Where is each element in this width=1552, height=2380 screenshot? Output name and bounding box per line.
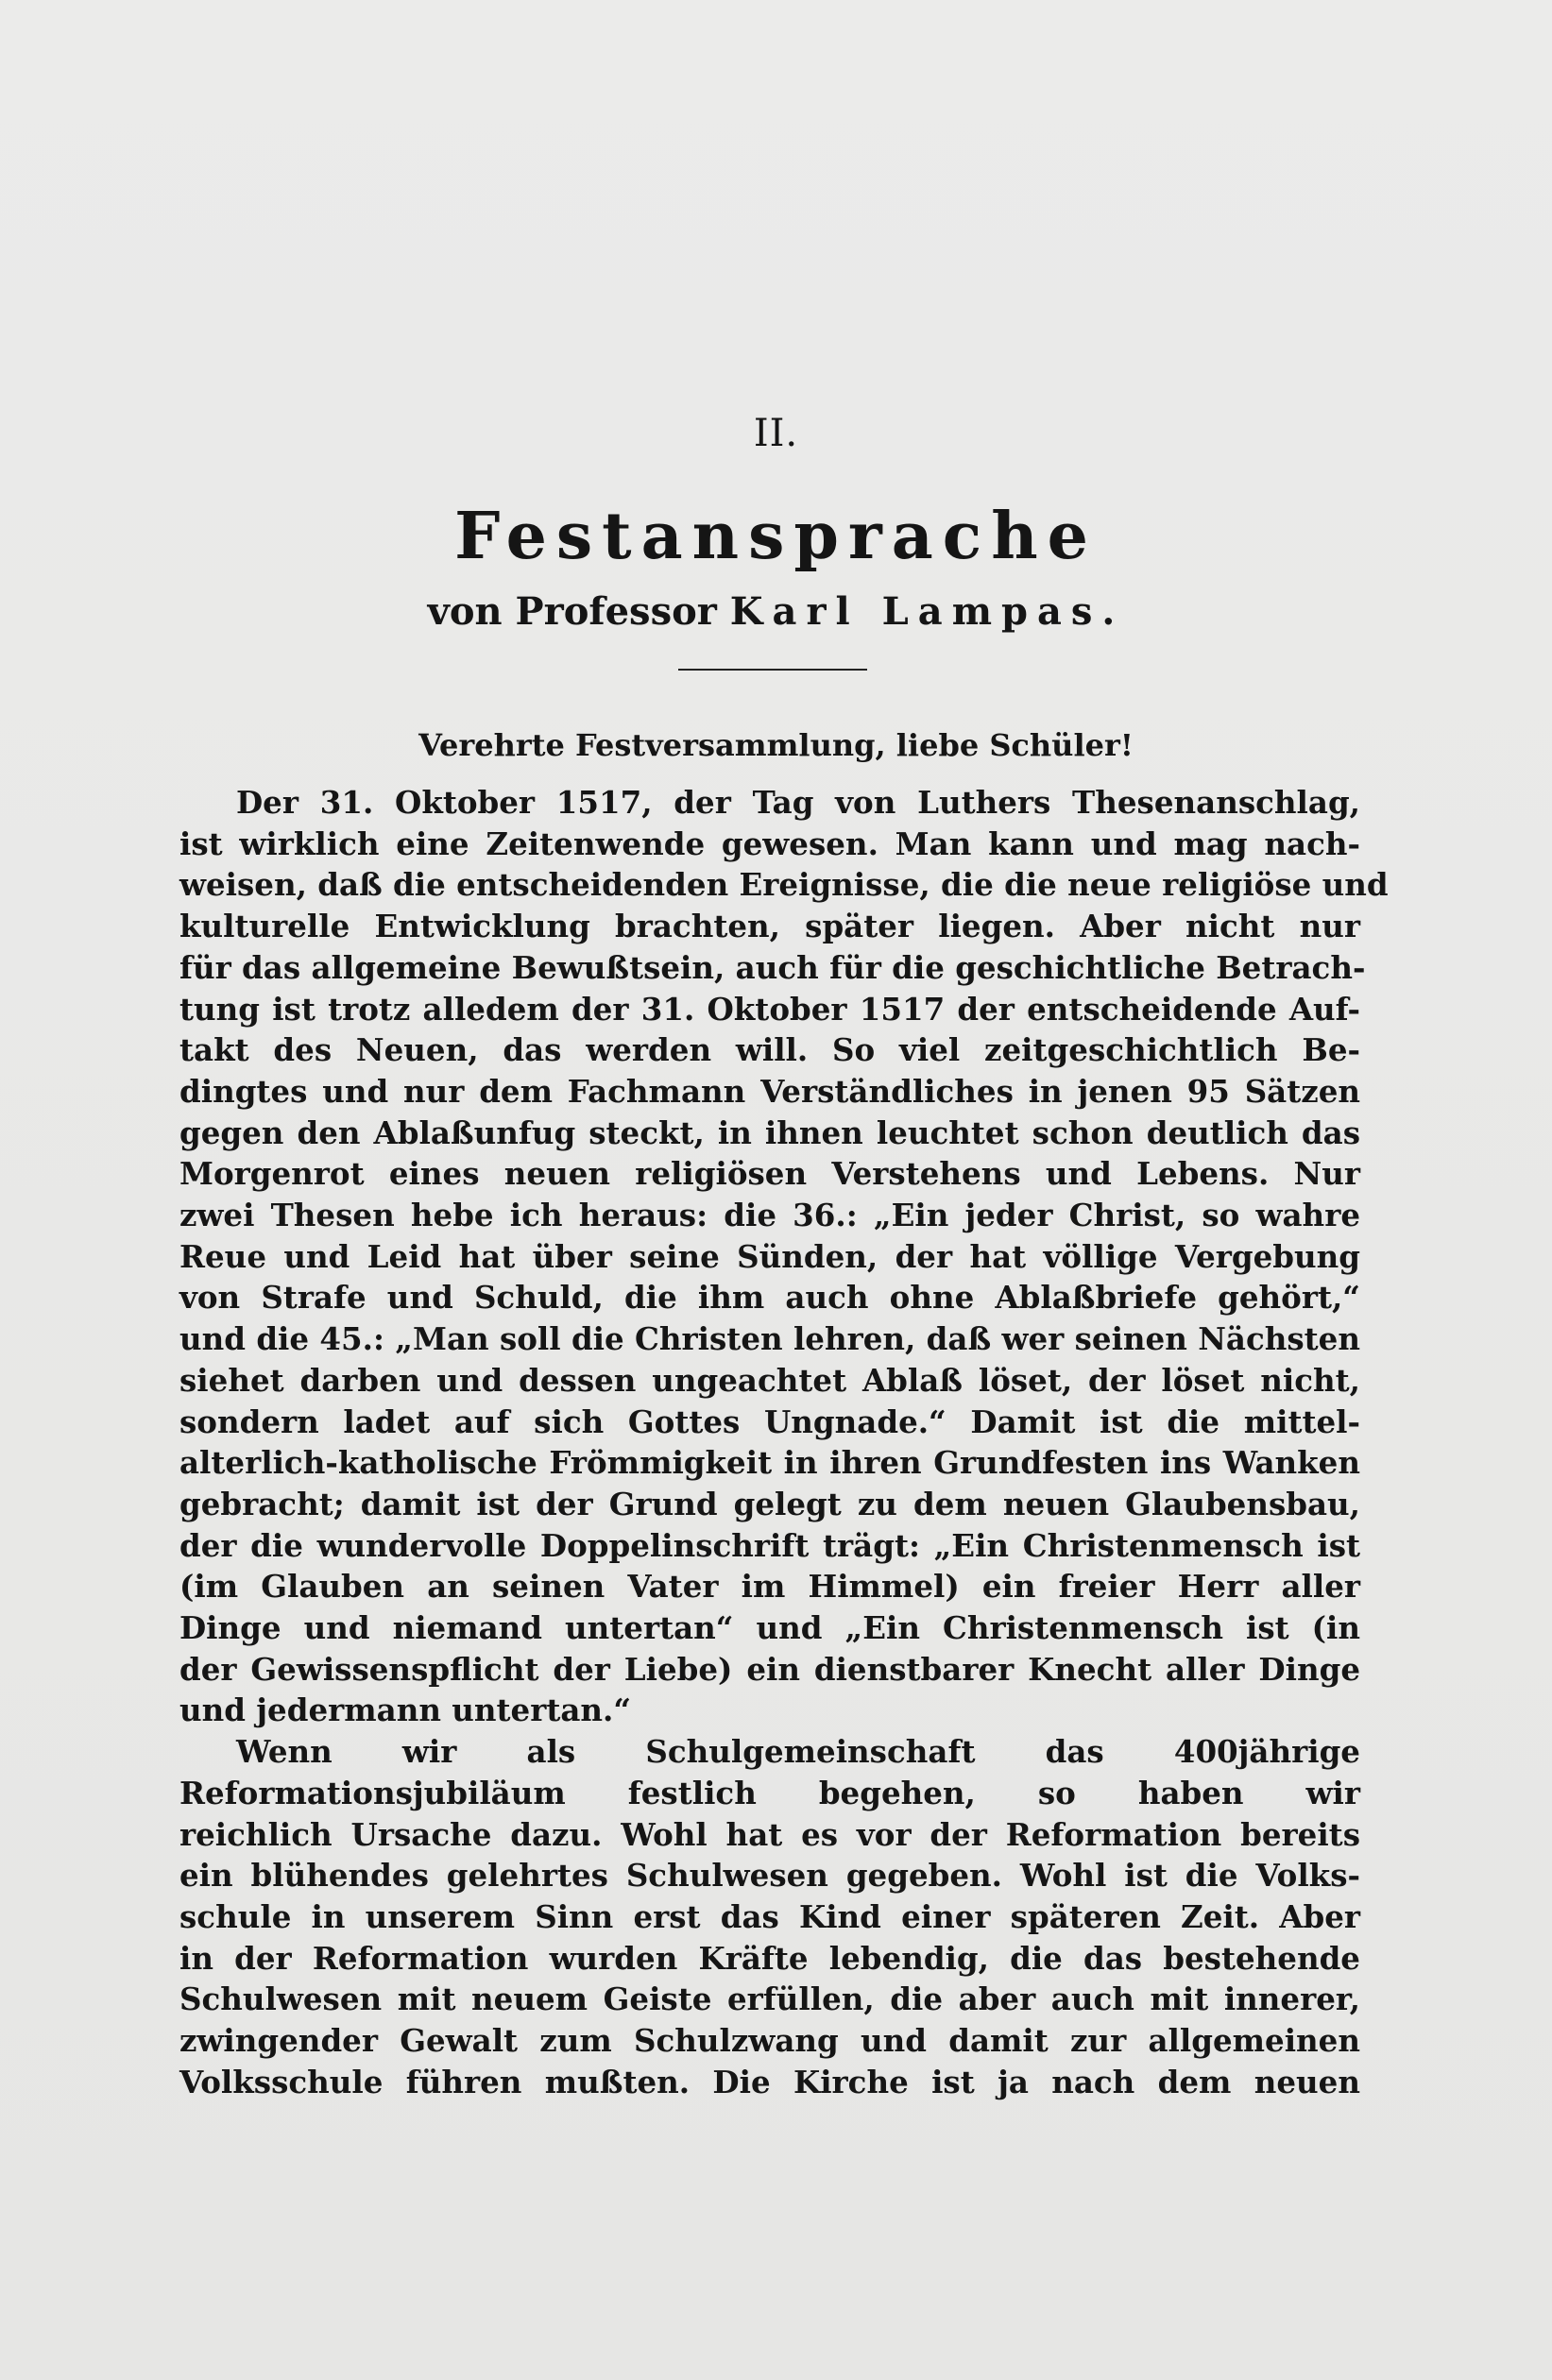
text-line: Reue und Leid hat über seine Sünden, der hat völlige Vergebung	[179, 1237, 1360, 1275]
text-line: sondern ladet auf sich Gottes Ungnade.“ Damit ist die mittel-	[179, 1402, 1360, 1440]
text-line: schule in unserem Sinn erst das Kind einer späteren Zeit. Aber	[179, 1897, 1360, 1935]
text-line: und die 45.: „Man soll die Christen lehren, daß wer seinen Nächsten	[179, 1320, 1360, 1358]
text-line: der die wundervolle Doppelinschrift trägt: „Ein Christenmensch ist	[179, 1526, 1360, 1564]
text-line: takt des Neuen, das werden will. So viel zeitgeschichtlich Be-	[179, 1031, 1360, 1069]
text-line: gegen den Ablaßunfug steckt, in ihnen leuchtet schon deutlich das	[179, 1114, 1360, 1151]
salutation: Verehrte Festversammlung, liebe Schüler!	[418, 727, 1134, 763]
text-line: für das allgemeine Bewußtsein, auch für die geschichtliche Betrach-	[179, 948, 1366, 986]
text-line: reichlich Ursache dazu. Wohl hat es vor der Reformation bereits	[179, 1815, 1360, 1853]
text-line: der Gewissenspflicht der Liebe) ein dienstbarer Knecht aller Dinge	[179, 1650, 1360, 1688]
text-line: Schulwesen mit neuem Geiste erfüllen, die aber auch mit innerer,	[179, 1980, 1360, 2018]
text-line: Volksschule führen mußten. Die Kirche ist ja nach dem neuen	[179, 2063, 1360, 2100]
text-line: dingtes und nur dem Fachmann Verständliches in jenen 95 Sätzen	[179, 1072, 1360, 1110]
page-title: Festansprache	[454, 499, 1098, 574]
chapter-number: II.	[753, 412, 799, 455]
byline-prefix: von Professor	[427, 589, 717, 634]
text-line: siehet darben und dessen ungeachtet Ablaß löset, der löset nicht,	[179, 1361, 1360, 1399]
text-line: zwingender Gewalt zum Schulzwang und damit zur allgemeinen	[179, 2022, 1360, 2060]
text-line: Wenn wir als Schulgemeinschaft das 400jährige	[236, 1733, 1360, 1771]
text-line: weisen, daß die entscheidenden Ereignisse, die die neue religiöse und	[179, 866, 1389, 904]
text-line: zwei Thesen hebe ich heraus: die 36.: „Ein jeder Christ, so wahre	[179, 1197, 1360, 1234]
text-line: gebracht; damit ist der Grund gelegt zu dem neuen Glaubensbau,	[179, 1485, 1360, 1522]
text-line: tung ist trotz alledem der 31. Oktober 1517 der entscheidende Auf-	[179, 990, 1360, 1028]
text-line: kulturelle Entwicklung brachten, später liegen. Aber nicht nur	[179, 908, 1360, 945]
text-line: (im Glauben an seinen Vater im Himmel) ein freier Herr aller	[179, 1568, 1360, 1606]
text-line: ist wirklich eine Zeitenwende gewesen. Man kann und mag nach-	[179, 824, 1360, 862]
text-line: Reformationsjubiläum festlich begehen, so haben wir	[179, 1774, 1360, 1811]
text-line: ein blühendes gelehrtes Schulwesen gegeben. Wohl ist die Volks-	[179, 1857, 1360, 1895]
text-line: von Strafe und Schuld, die ihm auch ohne Ablaßbriefe gehört,“	[179, 1279, 1360, 1317]
text-line: Morgenrot eines neuen religiösen Verstehens und Lebens. Nur	[179, 1155, 1360, 1193]
byline	[0, 589, 1552, 634]
title-divider	[678, 669, 867, 671]
text-line: in der Reformation wurden Kräfte lebendig, die das bestehende	[179, 1939, 1360, 1977]
text-line: und jedermann untertan.“	[179, 1692, 632, 1729]
text-line: Der 31. Oktober 1517, der Tag von Luthers Thesenanschlag,	[236, 784, 1360, 821]
author-name: Karl Lampas.	[729, 589, 1125, 634]
body-text	[179, 782, 1389, 2103]
text-line: Dinge und niemand untertan“ und „Ein Christenmensch ist (in	[179, 1609, 1360, 1647]
text-line: alterlich-katholische Frömmigkeit in ihren Grundfesten ins Wanken	[179, 1444, 1360, 1482]
